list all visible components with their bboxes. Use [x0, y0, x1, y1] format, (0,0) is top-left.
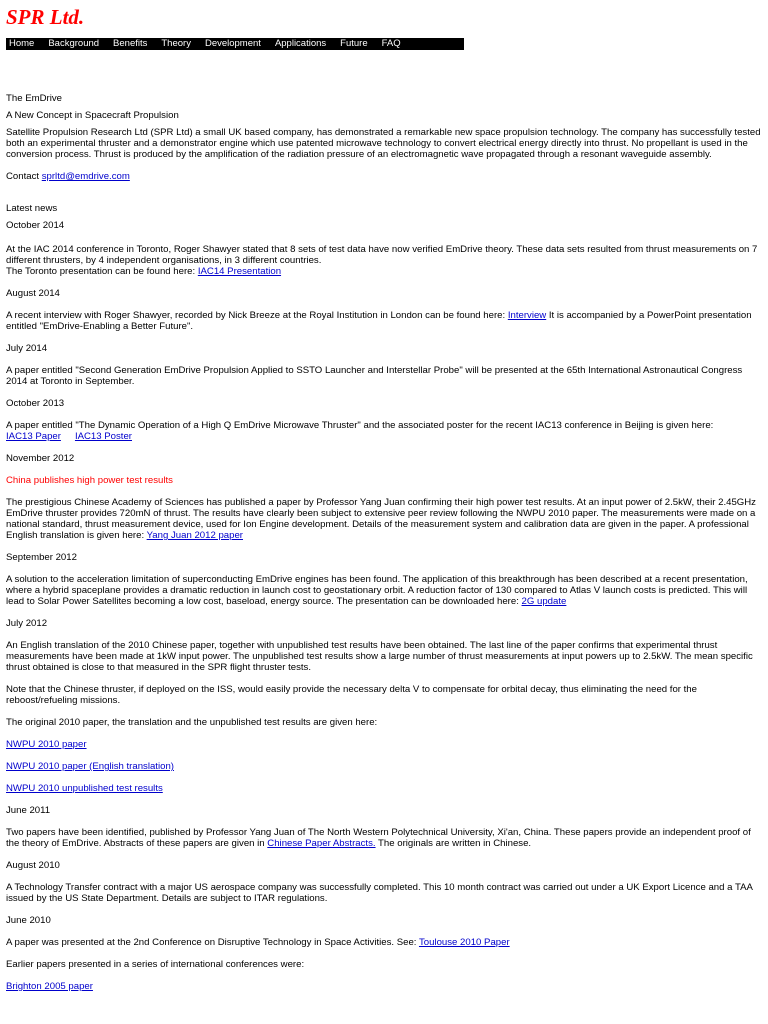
chinese-paper-abstracts-link[interactable]: Chinese Paper Abstracts.	[267, 838, 376, 849]
news-date-jul-2012: July 2012	[6, 618, 48, 629]
nwpu-results-line	[6, 783, 762, 794]
news-date-jul-2014: July 2014	[6, 343, 48, 354]
news-text-jun-2011: Two papers have been identified, published by Professor Yang Juan of The North Western Polytechnical University, Xi'an, China. These papers provide an independent proof of the theory of EmDrive. Abstracts of these papers are given in Chinese Paper Abstracts. The originals are written in Chinese.	[6, 827, 751, 849]
nwpu-2010-results-link[interactable]: NWPU 2010 unpublished test results	[6, 783, 163, 794]
nav-applications[interactable]: Applications	[274, 38, 327, 49]
nav-development[interactable]: Development	[204, 38, 261, 49]
news-text-aug-2014: A recent interview with Roger Shawyer, recorded by Nick Breeze at the Royal Institution in London can be found here: Interview It is accompanied by a PowerPoint presentation entitled "EmDrive-Enabling a Better Future".	[6, 310, 752, 332]
news-text-oct-2013: A paper entitled "The Dynamic Operation of a High Q EmDrive Microwave Thruster" and the associated poster for the recent IAC13 conference in Beijing is given here: IAC13 Paper IAC13 Poster	[6, 420, 714, 442]
toulouse-2010-paper-link[interactable]: Toulouse 2010 Paper	[418, 937, 510, 948]
news-date-aug-2014: August 2014	[6, 288, 60, 299]
main-nav	[6, 38, 464, 50]
brighton-2005-paper-link[interactable]: Brighton 2005 paper	[6, 981, 93, 992]
news-text-oct-2014: At the IAC 2014 conference in Toronto, Roger Shawyer stated that 8 sets of test data have now verified EmDrive theory. These data sets resulted from thrust measurements on 7 different thrusters, by 4 independent organisations, in 3 different countries. The Toronto presentation can be found here: IAC14 Presentation	[6, 244, 758, 277]
2g-update-link[interactable]: 2G update	[521, 596, 567, 607]
nav-benefits[interactable]: Benefits	[113, 38, 148, 49]
contact-line	[6, 171, 762, 182]
news-text-jun-2010: A paper was presented at the 2nd Conference on Disruptive Technology in Space Activities. See: Toulouse 2010 Paper	[6, 937, 510, 948]
iac13-paper-link[interactable]: IAC13 Paper	[6, 431, 61, 442]
news-date-sep-2012: September 2012	[6, 552, 77, 563]
contact-email-link[interactable]: sprltd@emdrive.com	[41, 171, 130, 182]
earlier-papers-text: Earlier papers presented in a series of international conferences were:	[6, 959, 305, 970]
news-title-nov-2012: China publishes high power test results	[6, 475, 173, 486]
news-text-nov-2012: The prestigious Chinese Academy of Sciences has published a paper by Professor Yang Juan confirming their high power test results. At an input power of 2.5kW, their 2.45GHz EmDrive thruster provides 720mN of thrust. The results have clearly been subject to extensive peer review following the NWPU 2010 paper. The measurements were made on a national standard, thrust measurement device, used for Ion Engine development. Details of the measurement system and calibration data are given in the paper. A professional English translation is given here: Yang Juan 2012 paper	[6, 497, 756, 541]
news-text-jul-2012-2: Note that the Chinese thruster, if deployed on the ISS, would easily provide the necessary delta V to compensate for orbital decay, thus eliminating the need for the reboost/refueling missions.	[6, 684, 697, 706]
news-text-sep-2012: A solution to the acceleration limitation of superconducting EmDrive engines has been found. The application of this breakthrough has been described at a recent presentation, where a hybrid spaceplane provides a dramatic reduction in launch cost to geostationary orbit. A reduction factor of 130 compared to Atlas V launch costs is predicted. This will lead to Solar Power Satellites becoming a low cost, baseload, energy source. The presentation can be downloaded here: 2G update	[6, 574, 748, 607]
main-content	[6, 93, 762, 992]
news-date-nov-2012: November 2012	[6, 453, 75, 464]
nwpu-2010-paper-link[interactable]: NWPU 2010 paper	[6, 739, 87, 750]
news-date-jun-2010: June 2010	[6, 915, 51, 926]
nav-background[interactable]: Background	[48, 38, 100, 49]
nwpu-2010-translation-link[interactable]: NWPU 2010 paper (English translation)	[6, 761, 174, 772]
news-text-jul-2014: A paper entitled "Second Generation EmDrive Propulsion Applied to SSTO Launcher and Interstellar Probe" will be presented at the 65th International Astronautical Congress 2014 at Toronto in September.	[6, 365, 743, 387]
nwpu-translation-line	[6, 761, 762, 772]
news-date-oct-2013: October 2013	[6, 398, 65, 409]
nav-future[interactable]: Future	[340, 38, 368, 49]
news-heading: Latest news	[6, 203, 58, 214]
contact-label: Contact	[6, 171, 42, 182]
brighton-paper-line	[6, 981, 762, 992]
news-date-jun-2011: June 2011	[6, 805, 51, 816]
news-date-aug-2010: August 2010	[6, 860, 60, 871]
news-text-jul-2012-3: The original 2010 paper, the translation and the unpublished test results are given here:	[6, 717, 378, 728]
nav-theory[interactable]: Theory	[161, 38, 191, 49]
intro-paragraph: Satellite Propulsion Research Ltd (SPR Ltd) a small UK based company, has demonstrated a remarkable new space propulsion technology. The company has successfully tested both an experimental thruster and a demonstrator engine which use patented microwave technology to convert electrical energy directly into thrust. No propellant is used in the conversion process. Thrust is produced by the amplification of the radiation pressure of an electromagnetic wave propagated through a resonant waveguide assembly.	[6, 127, 761, 160]
site-logo: SPR Ltd.	[6, 5, 85, 29]
news-date-oct-2014: October 2014	[6, 220, 65, 231]
news-text-jul-2012-1: An English translation of the 2010 Chinese paper, together with unpublished test results have been obtained. The last line of the paper confirms that experimental thrust measurements have been made at 1kW input power. The unpublished test results show a large number of thrust measurements at input powers up to 2.5kW. The mean specific thrust obtained is close to that measured in the SPR flight thruster tests.	[6, 640, 753, 673]
intro-heading: The EmDrive	[6, 93, 62, 104]
iac14-presentation-link[interactable]: IAC14 Presentation	[197, 266, 282, 277]
nav-faq[interactable]: FAQ	[381, 38, 401, 49]
intro-subheading: A New Concept in Spacecraft Propulsion	[6, 110, 179, 121]
interview-link[interactable]: Interview	[507, 310, 547, 321]
nwpu-paper-line	[6, 739, 762, 750]
yang-juan-2012-paper-link[interactable]: Yang Juan 2012 paper	[146, 530, 243, 541]
iac13-poster-link[interactable]: IAC13 Poster	[74, 431, 132, 442]
news-text-aug-2010: A Technology Transfer contract with a major US aerospace company was successfully completed. This 10 month contract was carried out under a UK Export Licence and a TAA issued by the US State Department. Details are subject to ITAR regulations.	[6, 882, 753, 904]
nav-home[interactable]: Home	[9, 38, 35, 49]
